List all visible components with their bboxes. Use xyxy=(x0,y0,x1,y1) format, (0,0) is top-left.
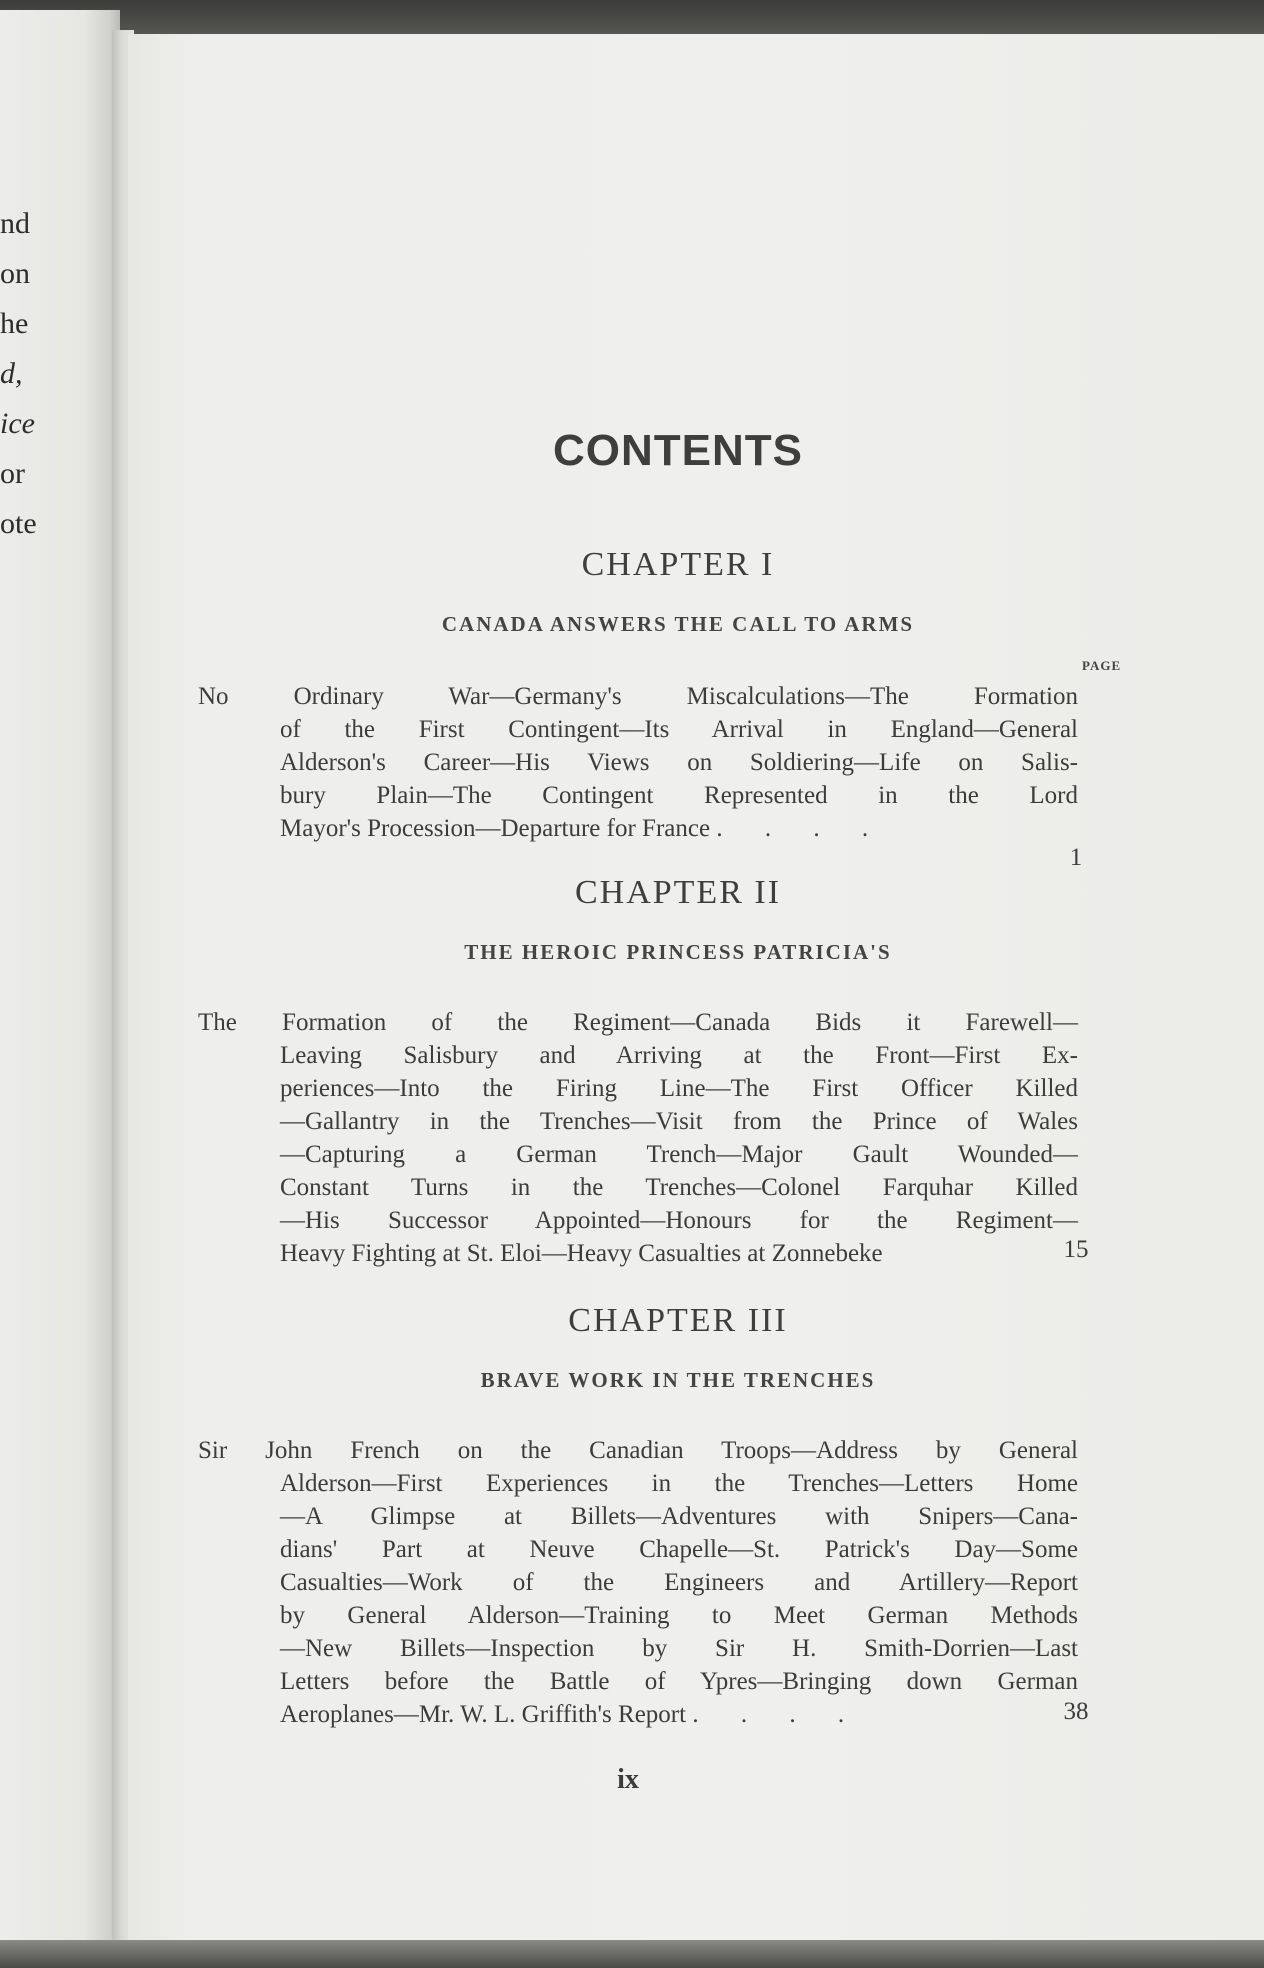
summary-line: Letters before the Battle of Ypres—Bringing down German xyxy=(280,1668,1078,1695)
summary-line-text: Aeroplanes—Mr. W. L. Griffith's Report xyxy=(280,1701,687,1728)
chapter-1-heading: CHAPTER I xyxy=(581,546,775,583)
chapter-2-heading: CHAPTER II xyxy=(574,874,782,911)
facing-page-edge xyxy=(0,10,120,1955)
summary-line: —Capturing a German Trench—Major Gault Wounded— xyxy=(280,1141,1078,1168)
summary-line-last xyxy=(198,812,1078,845)
summary-line: dians' Part at Neuve Chapelle—St. Patrick's Day—Some xyxy=(280,1536,1078,1563)
summary-line: Casualties—Work of the Engineers and Artillery—Report xyxy=(280,1569,1078,1596)
summary-line: The Formation of the Regiment—Canada Bids it Farewell— xyxy=(198,1009,1078,1036)
summary-line: by General Alderson—Training to Meet German Methods xyxy=(280,1602,1078,1629)
summary-line: No Ordinary War—Germany's Miscalculations—The Formation xyxy=(198,683,1078,710)
contents-page xyxy=(128,34,1264,1946)
chapter-1-subtitle: CANADA ANSWERS THE CALL TO ARMS xyxy=(441,612,915,636)
summary-line: —Gallantry in the Trenches—Visit from the Prince of Wales xyxy=(280,1108,1078,1135)
summary-line: —New Billets—Inspection by Sir H. Smith-Dorrien—Last xyxy=(280,1635,1078,1662)
chapter-2-subtitle: THE HEROIC PRINCESS PATRICIA'S xyxy=(464,940,892,964)
chapter-3-heading: CHAPTER III xyxy=(568,1302,788,1339)
summary-line: of the First Contingent—Its Arrival in England—General xyxy=(280,716,1078,743)
dot-leaders: . . . . xyxy=(716,815,887,842)
summary-line: periences—Into the Firing Line—The First Officer Killed xyxy=(280,1075,1078,1102)
summary-line-last: Heavy Fighting at St. Eloi—Heavy Casualties at Zonnebeke xyxy=(280,1240,883,1267)
summary-line: Constant Turns in the Trenches—Colonel Farquhar Killed xyxy=(280,1174,1078,1201)
chapter-2-page-number: 15 xyxy=(1063,1236,1089,1263)
facing-page-text: nd on he d, ice or ote xyxy=(0,207,37,540)
chapter-1-summary xyxy=(198,680,1078,845)
summary-line: —A Glimpse at Billets—Adventures with Snipers—Cana- xyxy=(280,1503,1078,1530)
dot-leaders: . . . . xyxy=(692,1701,863,1728)
summary-line-last xyxy=(198,1698,1078,1731)
chapter-2-summary xyxy=(198,1006,1078,1270)
summary-line: bury Plain—The Contingent Represented in the Lord xyxy=(280,782,1078,809)
chapter-3-subtitle: BRAVE WORK IN THE TRENCHES xyxy=(480,1368,876,1392)
summary-line: Leaving Salisbury and Arriving at the Front—First Ex- xyxy=(280,1042,1078,1069)
summary-line-text: Mayor's Procession—Departure for France xyxy=(280,815,711,842)
summary-line: Sir John French on the Canadian Troops—Address by General xyxy=(198,1437,1078,1464)
chapter-3-page-number: 38 xyxy=(1063,1698,1089,1725)
summary-line: Alderson—First Experiences in the Trenches—Letters Home xyxy=(280,1470,1078,1497)
chapter-3-summary xyxy=(198,1434,1078,1731)
page-column-label: PAGE xyxy=(1082,658,1122,673)
page-folio: ix xyxy=(617,1764,639,1795)
chapter-1-page-number: 1 xyxy=(1069,844,1083,871)
contents-title: CONTENTS xyxy=(553,426,803,475)
summary-line: —His Successor Appointed—Honours for the Regiment— xyxy=(280,1207,1078,1234)
scan-bottom-edge xyxy=(0,1940,1264,1968)
summary-line: Alderson's Career—His Views on Soldiering—Life on Salis- xyxy=(280,749,1078,776)
